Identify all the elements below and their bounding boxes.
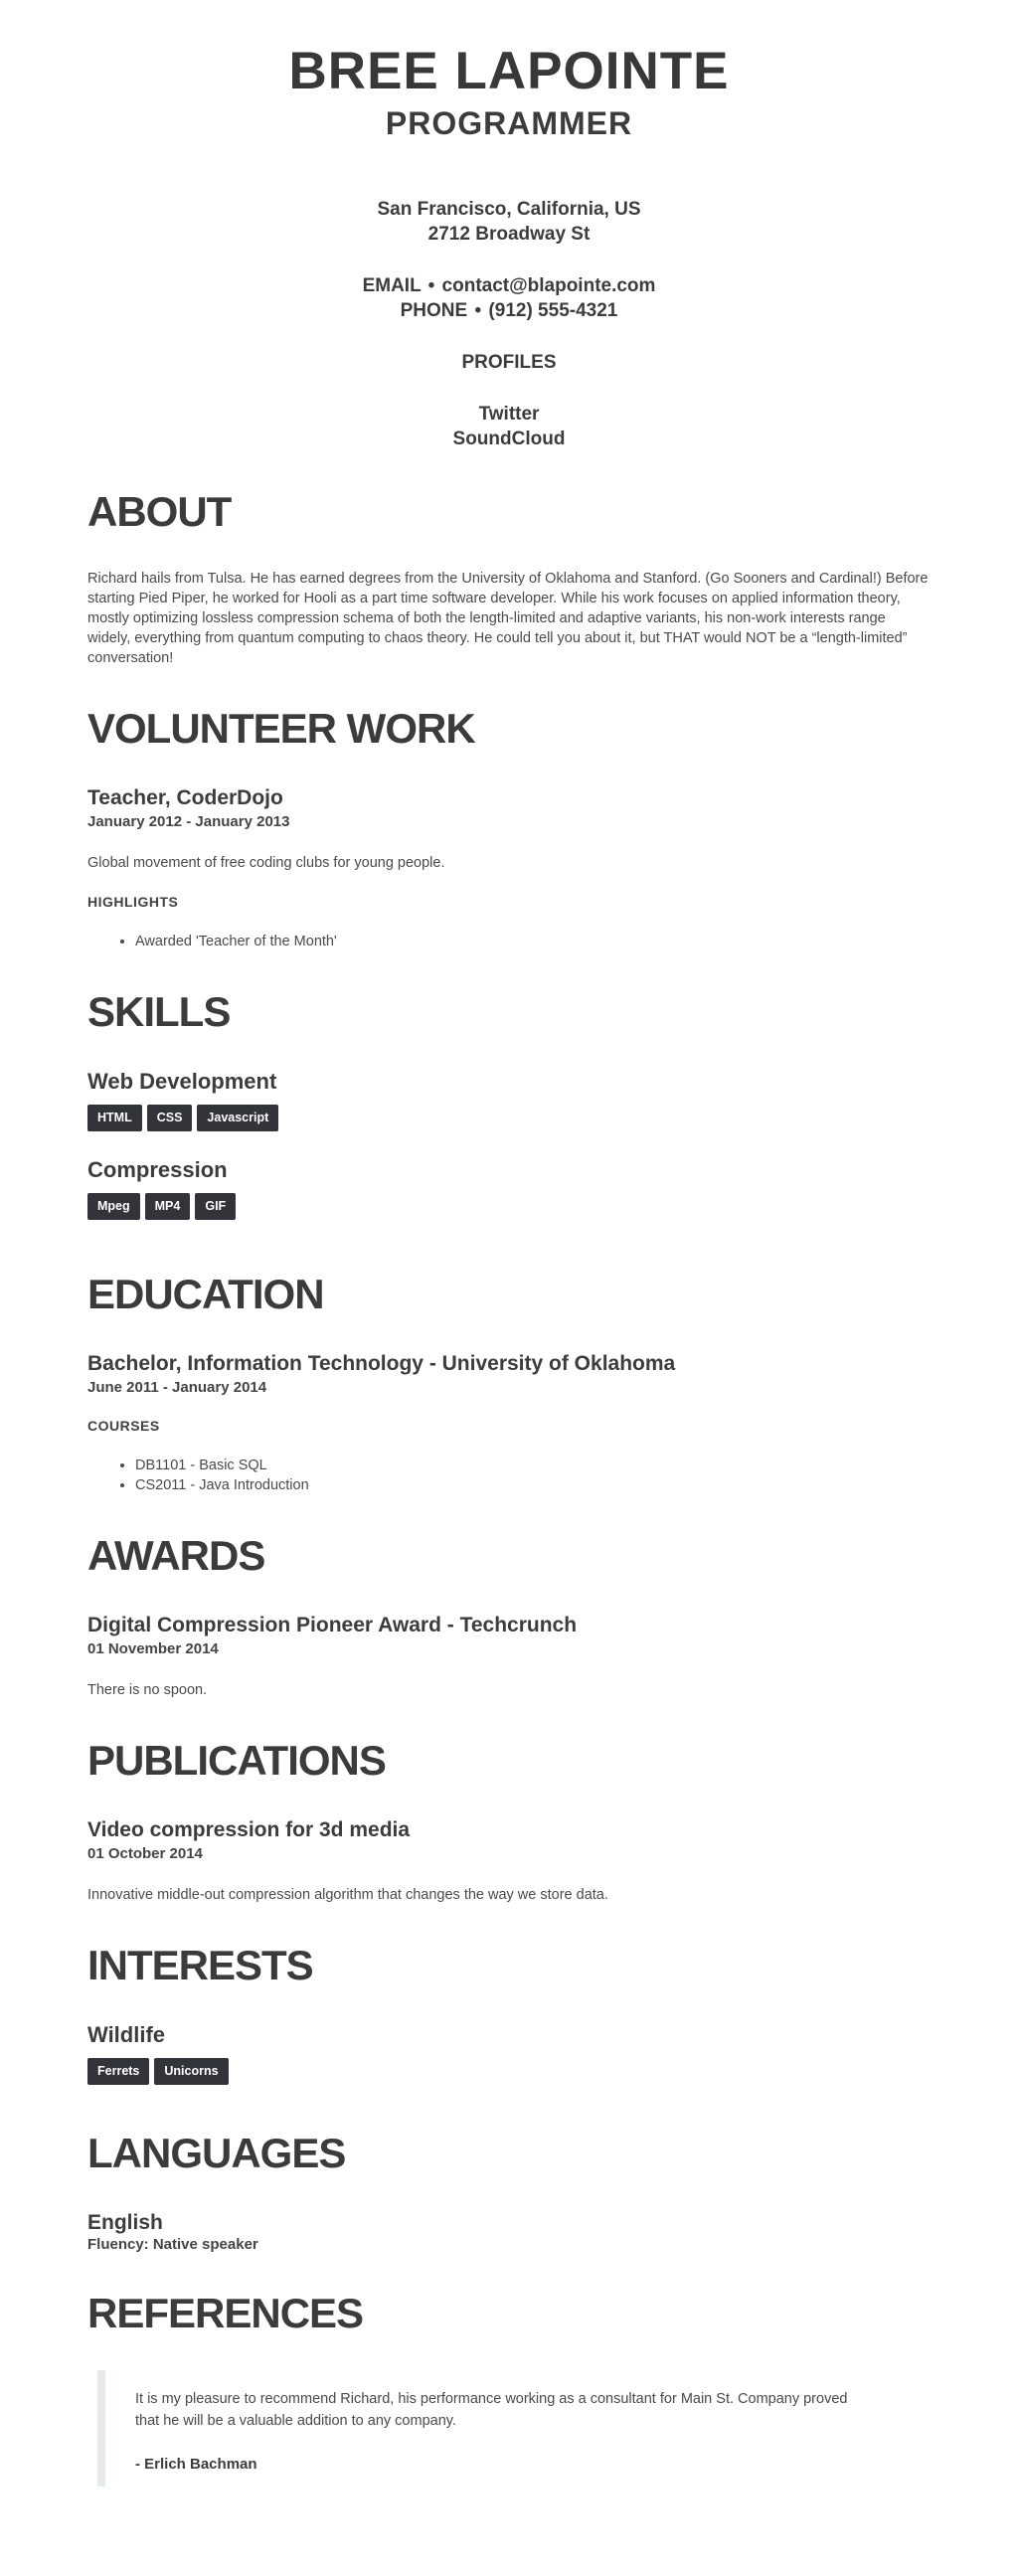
person-name: BREE LAPOINTE — [288, 42, 730, 100]
award-entry-title: Digital Compression Pioneer Award - Techcrunch — [87, 1614, 578, 1636]
skill-badge: Mpeg — [87, 1193, 140, 1220]
interest-group-name: Wildlife — [87, 2022, 166, 2047]
skill-badge: MP4 — [145, 1193, 191, 1220]
about-heading: ABOUT — [87, 488, 232, 535]
skill-badge: CSS — [147, 1105, 193, 1131]
skill-group-compression — [87, 1157, 931, 1220]
contact-block — [87, 197, 931, 451]
email-line — [87, 273, 931, 298]
section-volunteer-work — [87, 706, 931, 951]
education-entry — [87, 1351, 931, 1495]
languages-heading: LANGUAGES — [87, 2130, 346, 2176]
award-entry — [87, 1613, 931, 1700]
volunteer-entry — [87, 785, 931, 951]
volunteer-entry-summary: Global movement of free coding clubs for young people. — [87, 855, 445, 871]
section-education — [87, 1272, 931, 1495]
volunteer-heading: VOLUNTEER WORK — [87, 705, 475, 752]
reference-blockquote — [97, 2370, 931, 2487]
section-skills — [87, 989, 931, 1220]
courses-list — [87, 1456, 931, 1495]
education-entry-dates: June 2011 - January 2014 — [87, 1379, 267, 1396]
language-name: English — [87, 2211, 163, 2234]
interests-heading: INTERESTS — [87, 1942, 313, 1988]
section-about — [87, 489, 931, 668]
profile-link-twitter[interactable] — [87, 402, 931, 427]
interest-badges — [87, 2058, 931, 2085]
bullet-separator: • — [427, 275, 435, 296]
courses-label: COURSES — [87, 1418, 160, 1434]
bullet-separator: • — [474, 300, 482, 321]
language-fluency: Fluency: Native speaker — [87, 2236, 258, 2253]
award-entry-summary: There is no spoon. — [87, 1682, 208, 1698]
interest-badge: Ferrets — [87, 2058, 149, 2085]
interest-group-wildlife — [87, 2022, 931, 2085]
phone-line — [87, 298, 931, 323]
volunteer-entry-dates: January 2012 - January 2013 — [87, 813, 290, 830]
skill-group-name: Web Development — [87, 1069, 277, 1094]
skill-badge: HTML — [87, 1105, 142, 1131]
profile-link-soundcloud[interactable] — [87, 427, 931, 451]
publication-entry — [87, 1817, 931, 1905]
publication-entry-date: 01 October 2014 — [87, 1845, 203, 1862]
reference-quote: It is my pleasure to recommend Richard, his performance working as a consultant for Main St. Company proved that he will be a valuable addition to any company. — [135, 2391, 848, 2429]
section-interests — [87, 1943, 931, 2085]
highlights-list — [87, 932, 931, 951]
phone-label: PHONE — [400, 300, 468, 321]
highlight-item: • Awarded 'Teacher of the Month' — [135, 932, 931, 951]
profiles-label: PROFILES — [461, 352, 557, 373]
about-text: Richard hails from Tulsa. He has earned degrees from the University of Oklahoma and Stanford. (Go Sooners and Cardinal!) Before starting Pied Piper, he worked for Hooli as a part time software developer. While his work focuses on applied information theory, mostly optimizing lossless compression schema of both the length-limited and adaptive variants, his non-work interests range widely, everything from quantum computing to chaos theory. He could tell you about it, but THAT would NOT be a “length-limited” conversation! — [87, 571, 929, 666]
soundcloud-link[interactable]: SoundCloud — [452, 429, 566, 449]
skill-group-web-development — [87, 1069, 931, 1131]
volunteer-entry-title: Teacher, CoderDojo — [87, 786, 283, 809]
references-heading: REFERENCES — [87, 2290, 364, 2336]
course-item: • DB1101 - Basic SQL — [135, 1456, 931, 1475]
award-entry-date: 01 November 2014 — [87, 1640, 219, 1657]
publication-entry-summary: Innovative middle-out compression algorithm that changes the way we store data. — [87, 1887, 608, 1903]
publication-entry-title: Video compression for 3d media — [87, 1818, 411, 1841]
location-line-2: 2712 Broadway St — [427, 224, 591, 245]
twitter-link[interactable]: Twitter — [478, 404, 540, 425]
education-heading: EDUCATION — [87, 1271, 324, 1317]
section-references — [87, 2291, 931, 2487]
skill-badges — [87, 1193, 931, 1220]
publications-heading: PUBLICATIONS — [87, 1737, 386, 1784]
reference-author: - Erlich Bachman — [135, 2456, 257, 2473]
skill-badges — [87, 1105, 931, 1131]
section-languages — [87, 2131, 931, 2253]
awards-heading: AWARDS — [87, 1532, 265, 1579]
resume-header — [87, 42, 931, 451]
location-line-1: San Francisco, California, US — [377, 199, 641, 220]
section-publications — [87, 1738, 931, 1905]
highlights-label: HIGHLIGHTS — [87, 894, 179, 910]
phone-value: (912) 555-4321 — [488, 300, 618, 321]
section-awards — [87, 1533, 931, 1700]
interest-badge: Unicorns — [154, 2058, 228, 2085]
skills-heading: SKILLS — [87, 988, 231, 1035]
education-entry-title: Bachelor, Information Technology - University of Oklahoma — [87, 1352, 676, 1375]
email-label: EMAIL — [362, 275, 422, 296]
person-job-title: PROGRAMMER — [385, 105, 633, 141]
skill-badge: GIF — [195, 1193, 236, 1220]
email-value: contact@blapointe.com — [441, 275, 656, 296]
course-item: • CS2011 - Java Introduction — [135, 1475, 931, 1495]
resume-page — [87, 0, 931, 2576]
language-entry — [87, 2210, 931, 2253]
skill-badge: Javascript — [197, 1105, 278, 1131]
skill-group-name: Compression — [87, 1157, 228, 1182]
